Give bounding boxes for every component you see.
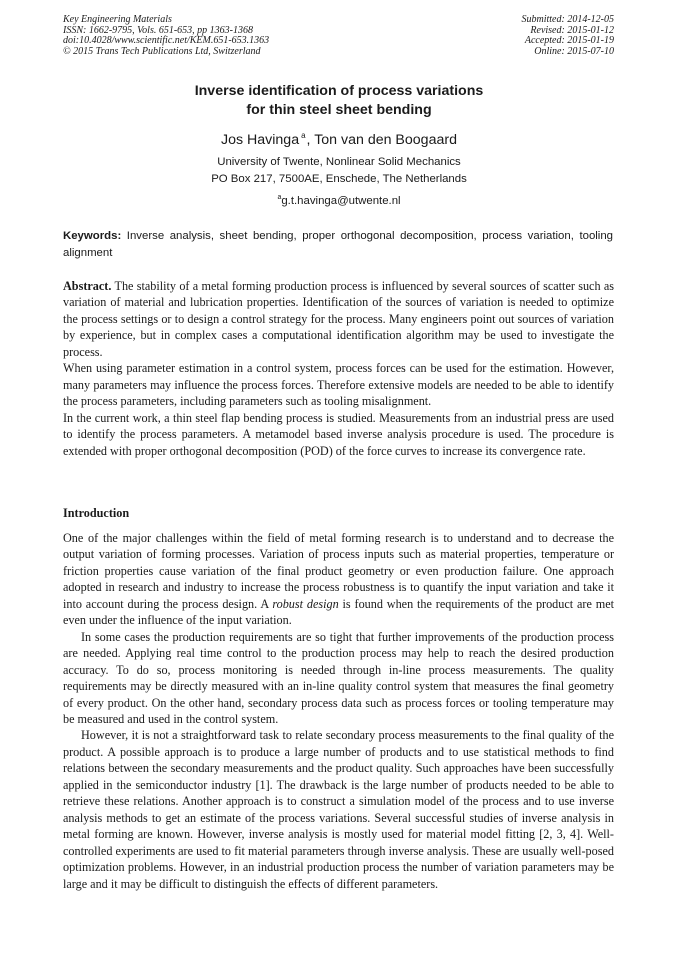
abstract-label: Abstract. xyxy=(63,279,112,293)
author-separator: , xyxy=(306,132,311,148)
paper-title xyxy=(0,82,678,120)
introduction-body xyxy=(63,530,614,892)
introduction-paragraph-1 xyxy=(63,530,614,629)
keywords xyxy=(63,228,613,261)
keywords-text: Inverse analysis, sheet bending, proper orthogonal decomposition, process variation, tooling alignment xyxy=(63,230,614,259)
author-2: Ton van den Boogaard xyxy=(314,132,457,148)
affiliation-line-2: PO Box 217, 7500AE, Enschede, The Netherlands xyxy=(211,173,467,185)
affiliation-line-1: University of Twente, Nonlinear Solid Mechanics xyxy=(217,156,461,168)
introduction-heading: Introduction xyxy=(63,506,130,520)
online-date: Online: 2015-07-10 xyxy=(534,45,614,57)
journal-header xyxy=(63,15,269,57)
intro-p1-emphasis: robust design xyxy=(272,596,339,611)
revised-date: Revised: 2015-01-12 xyxy=(530,24,614,36)
journal-copyright: © 2015 Trans Tech Publications Ltd, Switzerland xyxy=(63,45,261,57)
dates-header xyxy=(522,15,615,57)
email-affil-mark: a xyxy=(277,194,282,201)
accepted-date: Accepted: 2015-01-19 xyxy=(524,35,614,47)
author-1: Jos Havinga xyxy=(221,132,300,148)
abstract-paragraph-1 xyxy=(63,278,614,360)
journal-name: Key Engineering Materials xyxy=(63,14,172,25)
abstract-text-1: The stability of a metal forming production process is influenced by several sources of scatter such as variation of material and lubrication properties. Identification of the sources of variation is needed to optimize the process settings or to design a control strategy for the process. Many engineers point out sources of variation by experience, but in complex cases a computational identification algorithm may be used to investigate the process. xyxy=(63,279,615,359)
abstract-paragraph-2: When using parameter estimation in a control system, process forces can be used for the estimation. However, many parameters may influence the process forces. Therefore extensive models are needed to be able to identify the process parameters, including parameters such as tooling misalignment. xyxy=(63,361,614,409)
title-line-2: for thin steel sheet bending xyxy=(246,102,432,118)
author-1-affil-mark: a xyxy=(301,131,306,140)
title-line-1: Inverse identification of process variations xyxy=(194,83,484,99)
author-email xyxy=(0,194,678,207)
abstract-paragraph-3: In the current work, a thin steel flap bending process is studied. Measurements from an industrial press are used to identify the process parameters. A metamodel based inverse analysis procedure is used. The procedure is extended with proper orthogonal decomposition (POD) of the force curves to increase its convergence rate. xyxy=(63,410,614,458)
intro-p1-before: One of the major challenges within the field of metal forming research is to understand and to decrease the output variation of forming processes. Variation of process inputs such as material properties, temperature or friction properties cause variation of the final product geometry or even production failure. One approach adopted in research and industry to increase the process robustness is to quantify the input variation and take it into account during the process design. A xyxy=(63,531,614,611)
affiliation xyxy=(0,154,678,188)
keywords-label: Keywords: xyxy=(63,230,122,242)
author-list xyxy=(0,131,678,148)
journal-doi: doi:10.4028/www.scientific.net/KEM.651-653.1363 xyxy=(63,35,270,47)
email-address[interactable]: g.t.havinga@utwente.nl xyxy=(281,195,401,207)
journal-issn: ISSN: 1662-9795, Vols. 651-653, pp 1363-1368 xyxy=(63,24,253,36)
abstract xyxy=(63,278,614,459)
submitted-date: Submitted: 2014-12-05 xyxy=(521,14,614,25)
intro-p1-after: is found when the requirements of the product are met even under the influence of the input variation. xyxy=(63,596,615,628)
introduction-paragraph-2: In some cases the production requirements are so tight that further improvements of the production process are needed. Applying real time control to the production process may help to reach the desired production accuracy. To do so, process monitoring is needed through in-line process measurements. The quality requirements may be directly measured with an in-line quality control system that measures the final geometry of every product. On the other hand, secondary process data such as process forces or tooling temperature may be measured and used in the control system. xyxy=(63,629,614,726)
introduction-paragraph-3: However, it is not a straightforward task to relate secondary process measurements to the final quality of the product. A possible approach is to produce a large number of products and to use statistical methods to find relations between the secondary measurements and the product quality. Such approaches have been successfully applied in the semiconductor industry [1]. The drawback is the large number of products needed to be able to retrieve these relations. Another approach is to construct a simulation model of the process and to use inverse analysis methods to get an estimate of the process variations. Several successful studies of inverse analysis in metal forming are known. However, inverse analysis is mostly used for material model fitting [2, 3, 4]. Well-controlled experiments are used to fit material parameters through inverse analysis. These are usually well-posed optimization problems. However, in an industrial production process the number of variation parameters may be large and it may be difficult to distinguish the effects of different parameters. xyxy=(63,728,614,891)
